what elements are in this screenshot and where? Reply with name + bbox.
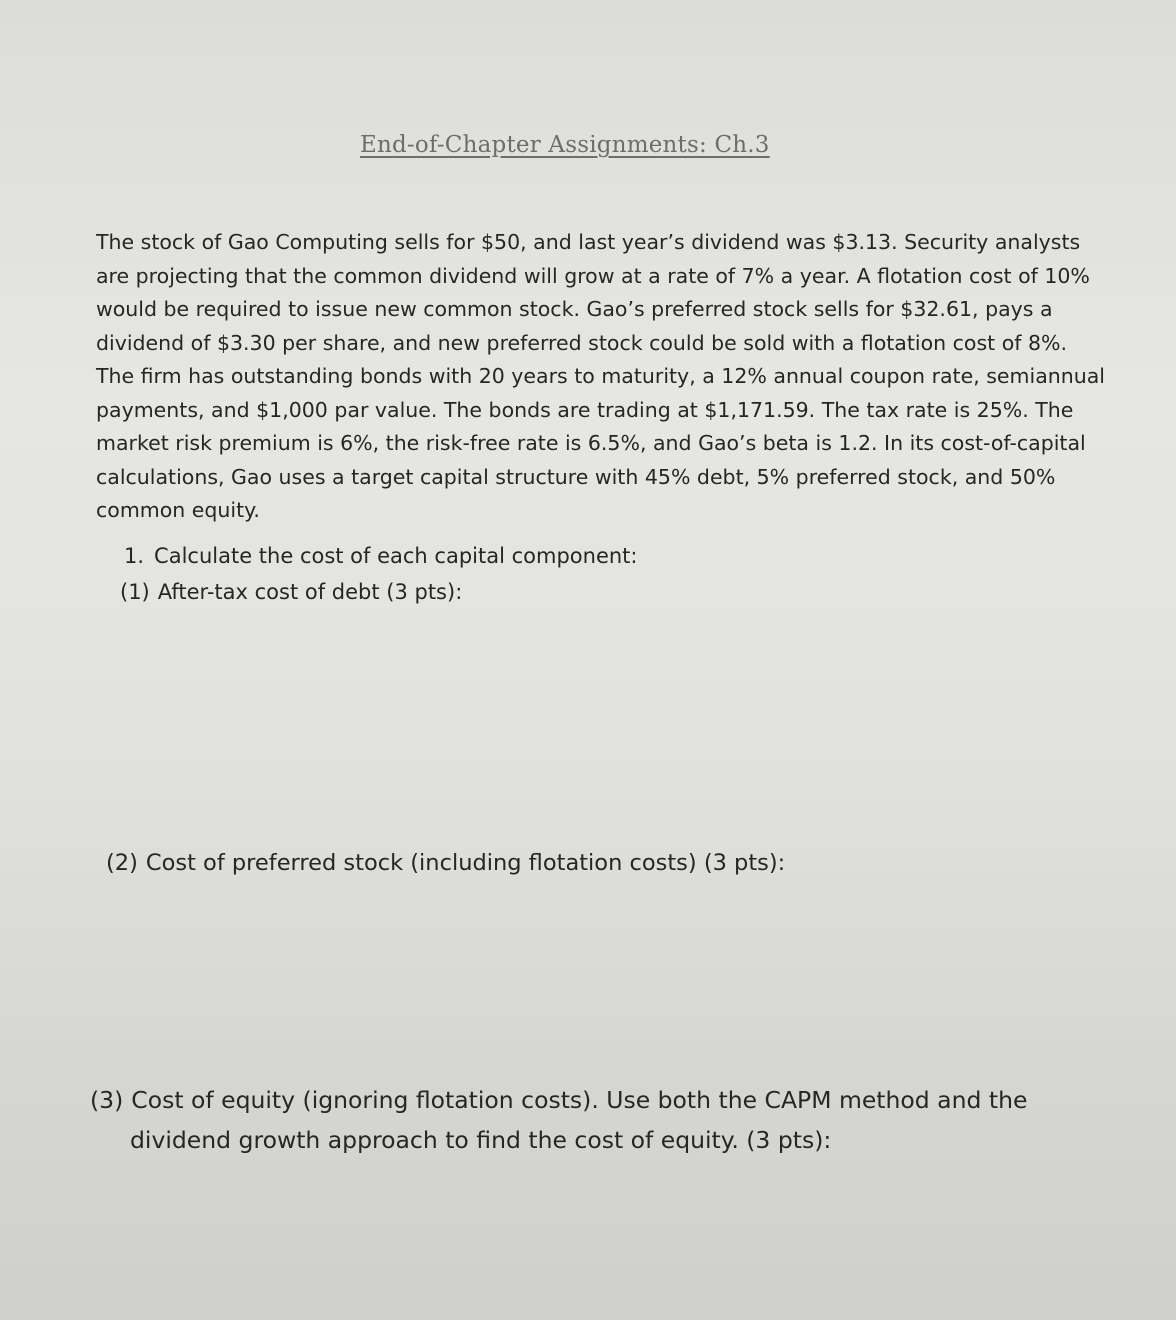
problem-statement: The stock of Gao Computing sells for $50, and last year’s dividend was $3.13. Security analysts are projecting that the common dividend will grow at a rate of 7% a year. A flotation cost of 10% would be required to issue new common stock. Gao’s preferred stock sells for $32.61, pays a dividend of $3.30 per share, and new preferred stock could be sold with a flotation cost of 8%. The firm has outstanding bonds with 20 years to maturity, a 12% annual coupon rate, semiannual payments, and $1,000 par value. The bonds are trading at $1,171.59. The tax rate is 25%. The market risk premium is 6%, the risk-free rate is 6.5%, and Gao’s beta is 1.2. In its cost-of-capital calculations, Gao uses a target capital structure with 45% debt, 5% preferred stock, and 50% common equity. xyxy=(96,230,1105,522)
sub-question-2 xyxy=(106,850,785,876)
sub-question-1 xyxy=(120,580,462,604)
sub-question-3 xyxy=(90,1080,1090,1160)
sub-question-text-line1: Cost of equity (ignoring flotation costs). Use both the CAPM method and the xyxy=(131,1086,1028,1114)
sub-question-number: (2) xyxy=(106,850,138,876)
question-number: 1. xyxy=(124,544,145,568)
question-text: Calculate the cost of each capital component: xyxy=(154,544,638,568)
sub-question-text-line2: dividend growth approach to find the cost of equity. (3 pts): xyxy=(130,1126,832,1154)
question-1 xyxy=(124,544,638,568)
document-title: End-of-Chapter Assignments: Ch.3 xyxy=(360,132,770,158)
sub-question-number: (1) xyxy=(120,580,150,604)
sub-question-number: (3) xyxy=(90,1086,124,1114)
sub-question-text: After-tax cost of debt (3 pts): xyxy=(157,580,463,604)
sub-question-text: Cost of preferred stock (including flotation costs) (3 pts): xyxy=(145,850,786,876)
